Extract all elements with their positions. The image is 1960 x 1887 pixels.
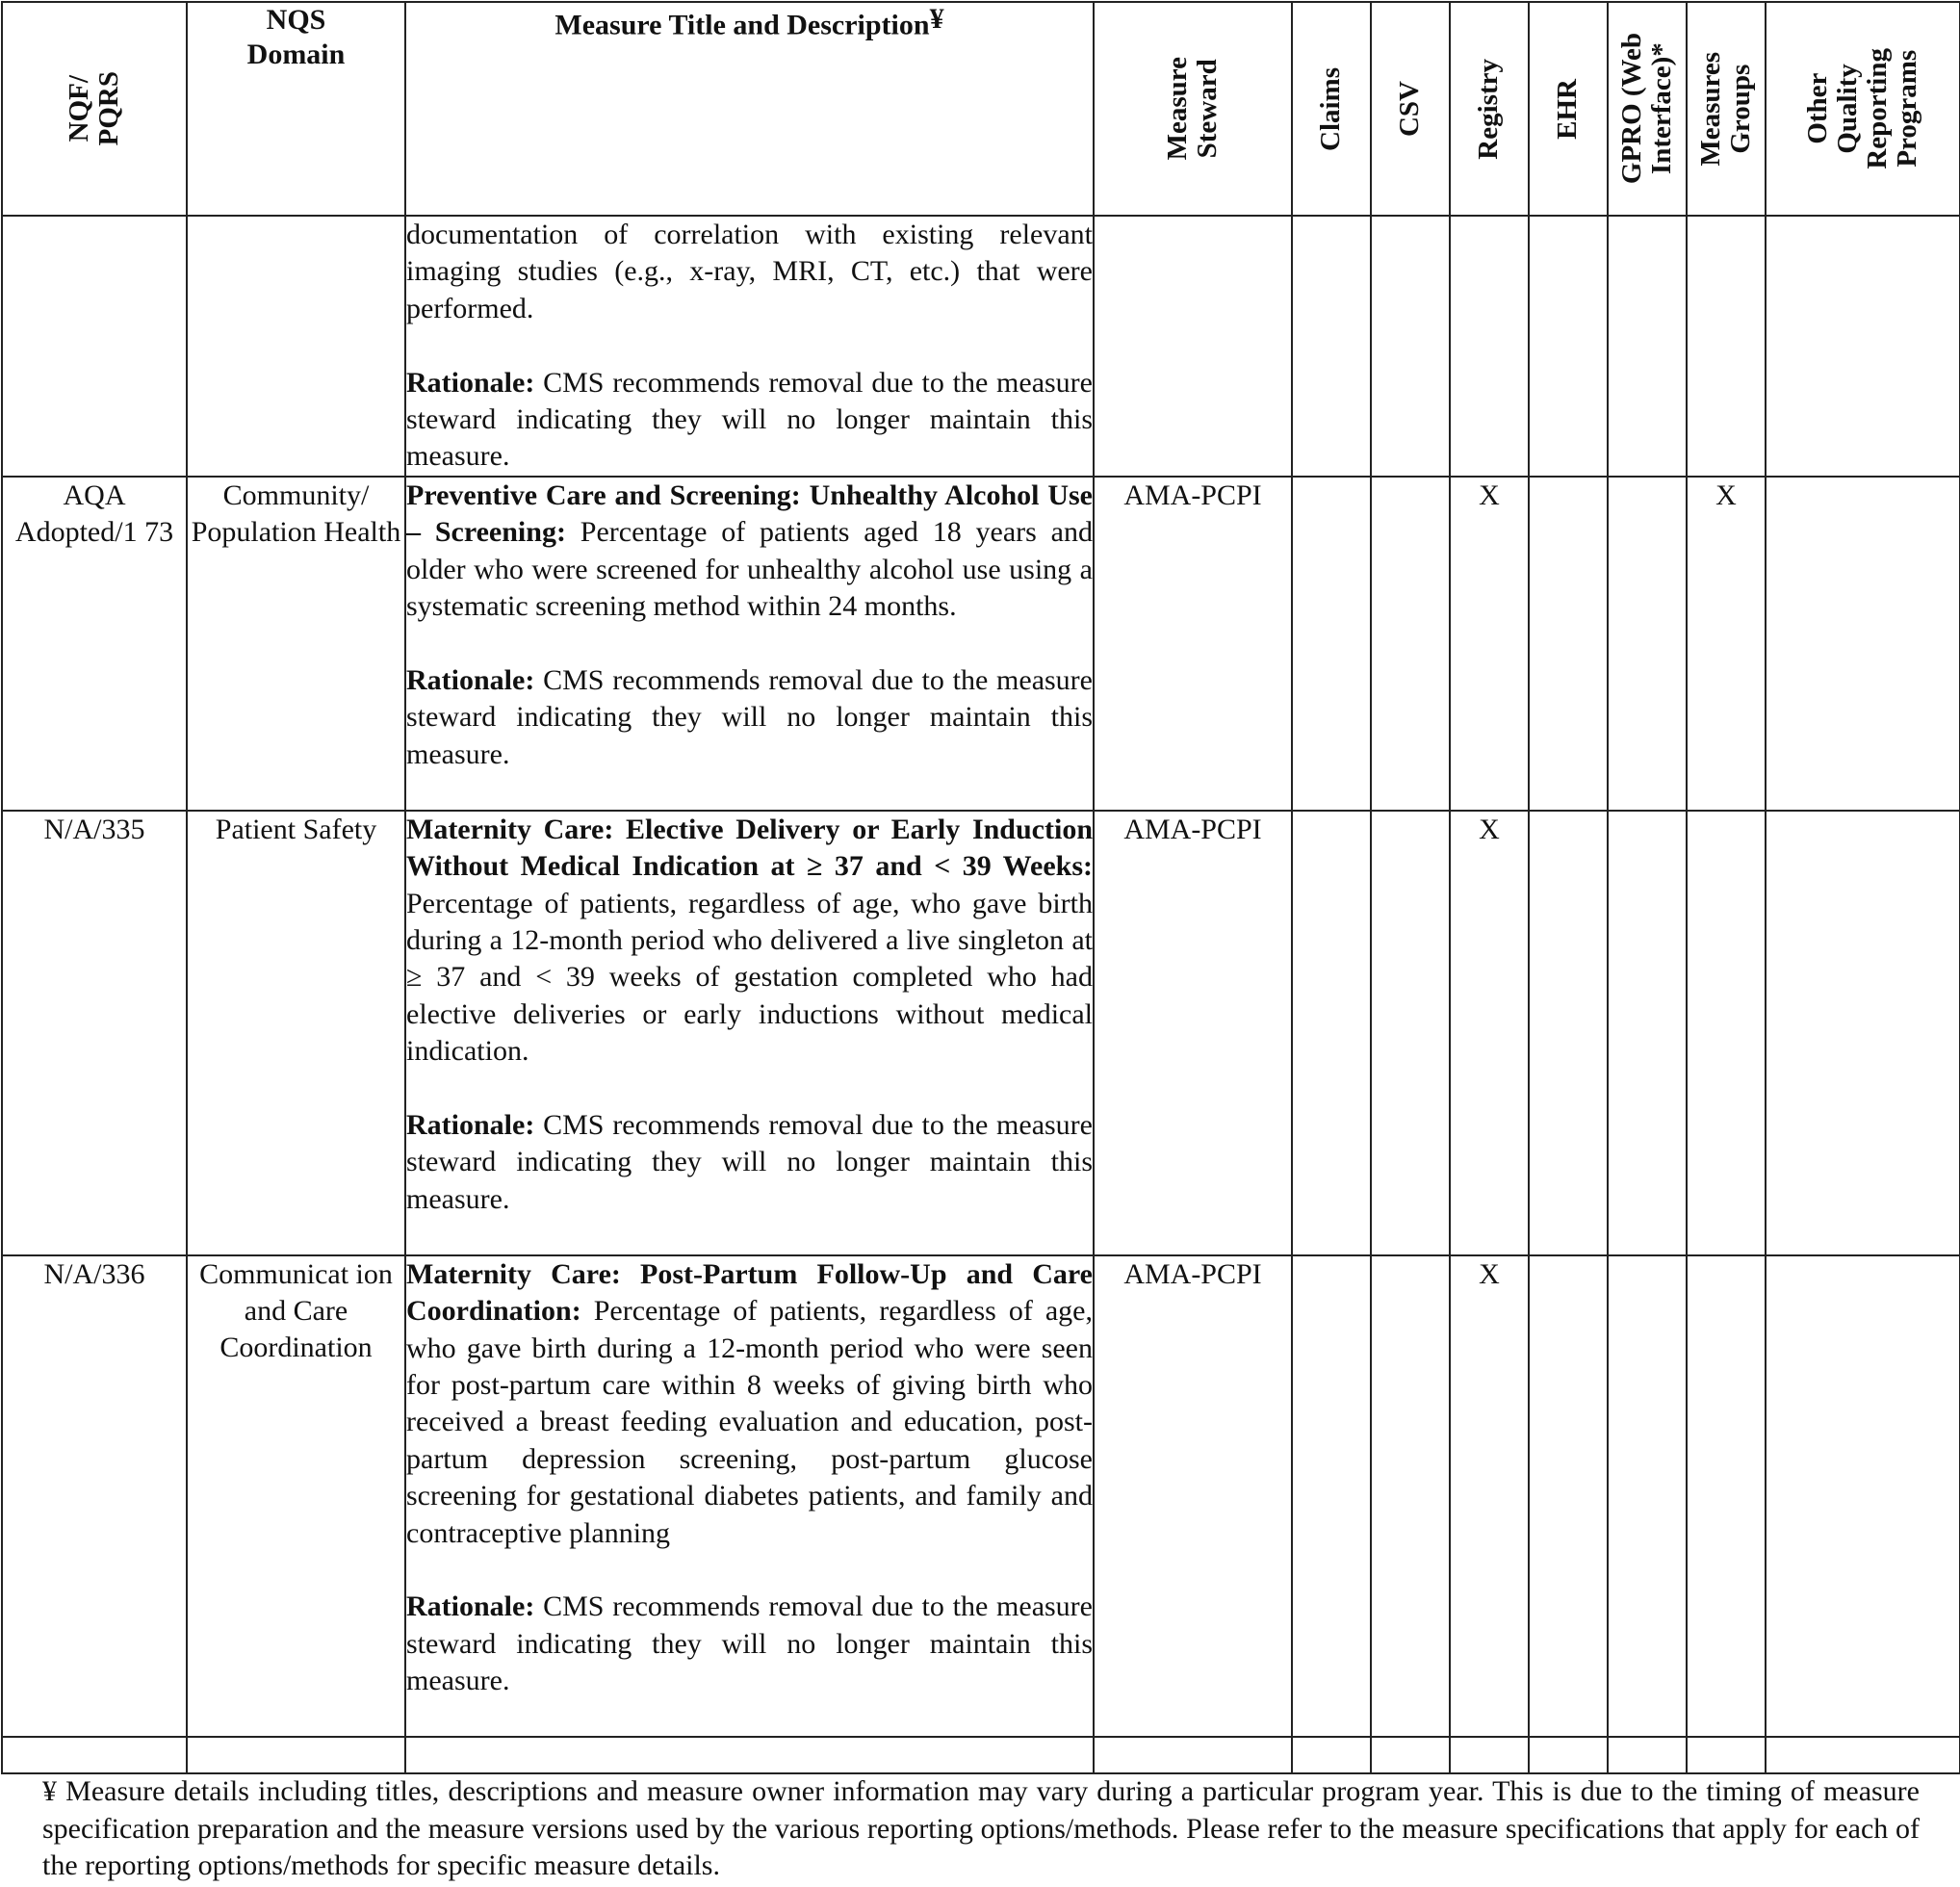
ehr-cell <box>1529 1255 1608 1737</box>
measure-description: Percentage of patients, regardless of age, who gave birth during a 12-month period who delivered a live singleton at ≥ 37 and < 39 weeks of gestation completed who had elective deliveries or early inductions without medical indication. <box>406 887 1093 1068</box>
csv-cell <box>1371 1255 1450 1737</box>
empty-cell <box>1687 1737 1766 1773</box>
registry-cell: X <box>1450 1255 1529 1737</box>
csv-cell <box>1371 811 1450 1255</box>
description-cell <box>405 216 1094 477</box>
header-nqs-domain: NQS Domain <box>187 2 405 216</box>
steward-cell: AMA-PCPI <box>1094 811 1292 1255</box>
other-cell <box>1766 216 1960 477</box>
domain-cell: Communicat ion and Care Coordination <box>187 1255 405 1737</box>
header-measure-title: Measure Title and Description¥ <box>405 2 1094 216</box>
empty-cell <box>1292 1737 1371 1773</box>
rationale-label: Rationale: <box>406 663 535 696</box>
table-row <box>2 811 1960 1255</box>
measure-title: Maternity Care: Post-Partum Follow-Up and Care Coordination: <box>406 1257 1093 1328</box>
domain-cell: Patient Safety <box>187 811 405 1255</box>
csv-cell <box>1371 477 1450 811</box>
groups-cell <box>1687 216 1766 477</box>
rationale-text: CMS recommends removal due to the measure steward indicating they will no longer maintain this measure. <box>406 663 1093 770</box>
ehr-cell <box>1529 811 1608 1255</box>
measure-title: Maternity Care: Elective Delivery or Early Induction Without Medical Indication at ≥ 37 and < 39 Weeks: <box>406 813 1093 883</box>
footnote: ¥ Measure details including titles, descriptions and measure owner information may vary during a particular program year. This is due to the timing of measure specification preparation and the measure versions used by the various reporting options/methods. Please refer to the measure specifications that apply for each of the reporting options/methods for specific measure details. <box>42 1775 1920 1881</box>
nqf-cell: N/A/335 <box>2 811 187 1255</box>
empty-cell <box>1371 1737 1450 1773</box>
description-cell <box>405 1255 1094 1737</box>
nqf-cell: AQA Adopted/1 73 <box>2 477 187 811</box>
measure-description: documentation of correlation with existing relevant imaging studies (e.g., x-ray, MRI, CT, etc.) that were performed. <box>406 219 1093 324</box>
steward-cell <box>1094 216 1292 477</box>
description-cell <box>405 811 1094 1255</box>
rationale-label: Rationale: <box>406 1590 535 1623</box>
rationale-label: Rationale: <box>406 1109 535 1142</box>
gpro-cell <box>1608 216 1687 477</box>
header-row <box>2 2 1960 216</box>
empty-cell <box>1094 1737 1292 1773</box>
measure-description: Percentage of patients aged 18 years and older who were screened for unhealthy alcohol use using a systematic screening method within 24 months. <box>406 516 1093 623</box>
domain-cell: Community/ Population Health <box>187 477 405 811</box>
claims-cell <box>1292 1255 1371 1737</box>
steward-cell: AMA-PCPI <box>1094 1255 1292 1737</box>
header-claims: Claims <box>1292 2 1371 216</box>
gpro-cell <box>1608 1255 1687 1737</box>
header-ehr: EHR <box>1529 2 1608 216</box>
empty-cell <box>1608 1737 1687 1773</box>
claims-cell <box>1292 811 1371 1255</box>
table-row <box>2 477 1960 811</box>
measures-table <box>1 1 1960 1774</box>
groups-cell: X <box>1687 477 1766 811</box>
groups-cell <box>1687 811 1766 1255</box>
gpro-cell <box>1608 811 1687 1255</box>
description-cell <box>405 477 1094 811</box>
empty-cell <box>2 1737 187 1773</box>
rationale-text: CMS recommends removal due to the measure steward indicating they will no longer maintain this measure. <box>406 366 1093 473</box>
ehr-cell <box>1529 216 1608 477</box>
other-cell <box>1766 1255 1960 1737</box>
empty-cell <box>1529 1737 1608 1773</box>
steward-cell: AMA-PCPI <box>1094 477 1292 811</box>
empty-cell <box>1766 1737 1960 1773</box>
header-registry: Registry <box>1450 2 1529 216</box>
nqf-cell <box>2 216 187 477</box>
header-measure-steward: Measure Steward <box>1094 2 1292 216</box>
claims-cell <box>1292 216 1371 477</box>
groups-cell <box>1687 1255 1766 1737</box>
rationale-text: CMS recommends removal due to the measure steward indicating they will no longer maintain this measure. <box>406 1109 1093 1215</box>
measure-description: Percentage of patients, regardless of age, who gave birth during a 12-month period who were seen for post-partum care within 8 weeks of giving birth who received a breast feeding evaluation and education, post-partum depression screening, post-partum glucose screening for gestational diabetes patients, and family and contraceptive planning <box>406 1295 1093 1549</box>
empty-cell <box>187 1737 405 1773</box>
empty-cell <box>405 1737 1094 1773</box>
claims-cell <box>1292 477 1371 811</box>
registry-cell <box>1450 216 1529 477</box>
rationale-label: Rationale: <box>406 366 535 399</box>
registry-cell: X <box>1450 477 1529 811</box>
table-row <box>2 1255 1960 1737</box>
empty-cell <box>1450 1737 1529 1773</box>
other-cell <box>1766 477 1960 811</box>
csv-cell <box>1371 216 1450 477</box>
gpro-cell <box>1608 477 1687 811</box>
header-gpro: GPRO (Web Interface)* <box>1608 2 1687 216</box>
footnote-marker: ¥ <box>929 3 944 35</box>
header-other-programs: Other Quality Reporting Programs <box>1766 2 1960 216</box>
measure-title: Preventive Care and Screening: Unhealthy Alcohol Use – Screening: <box>406 478 1093 549</box>
table-row <box>2 216 1960 477</box>
domain-cell <box>187 216 405 477</box>
ehr-cell <box>1529 477 1608 811</box>
rationale-text: CMS recommends removal due to the measure steward indicating they will no longer maintain this measure. <box>406 1590 1093 1697</box>
empty-row <box>2 1737 1960 1773</box>
registry-cell: X <box>1450 811 1529 1255</box>
header-measures-groups: Measures Groups <box>1687 2 1766 216</box>
header-csv: CSV <box>1371 2 1450 216</box>
nqf-cell: N/A/336 <box>2 1255 187 1737</box>
header-nqf-pqrs: NQF/ PQRS <box>2 2 187 216</box>
other-cell <box>1766 811 1960 1255</box>
